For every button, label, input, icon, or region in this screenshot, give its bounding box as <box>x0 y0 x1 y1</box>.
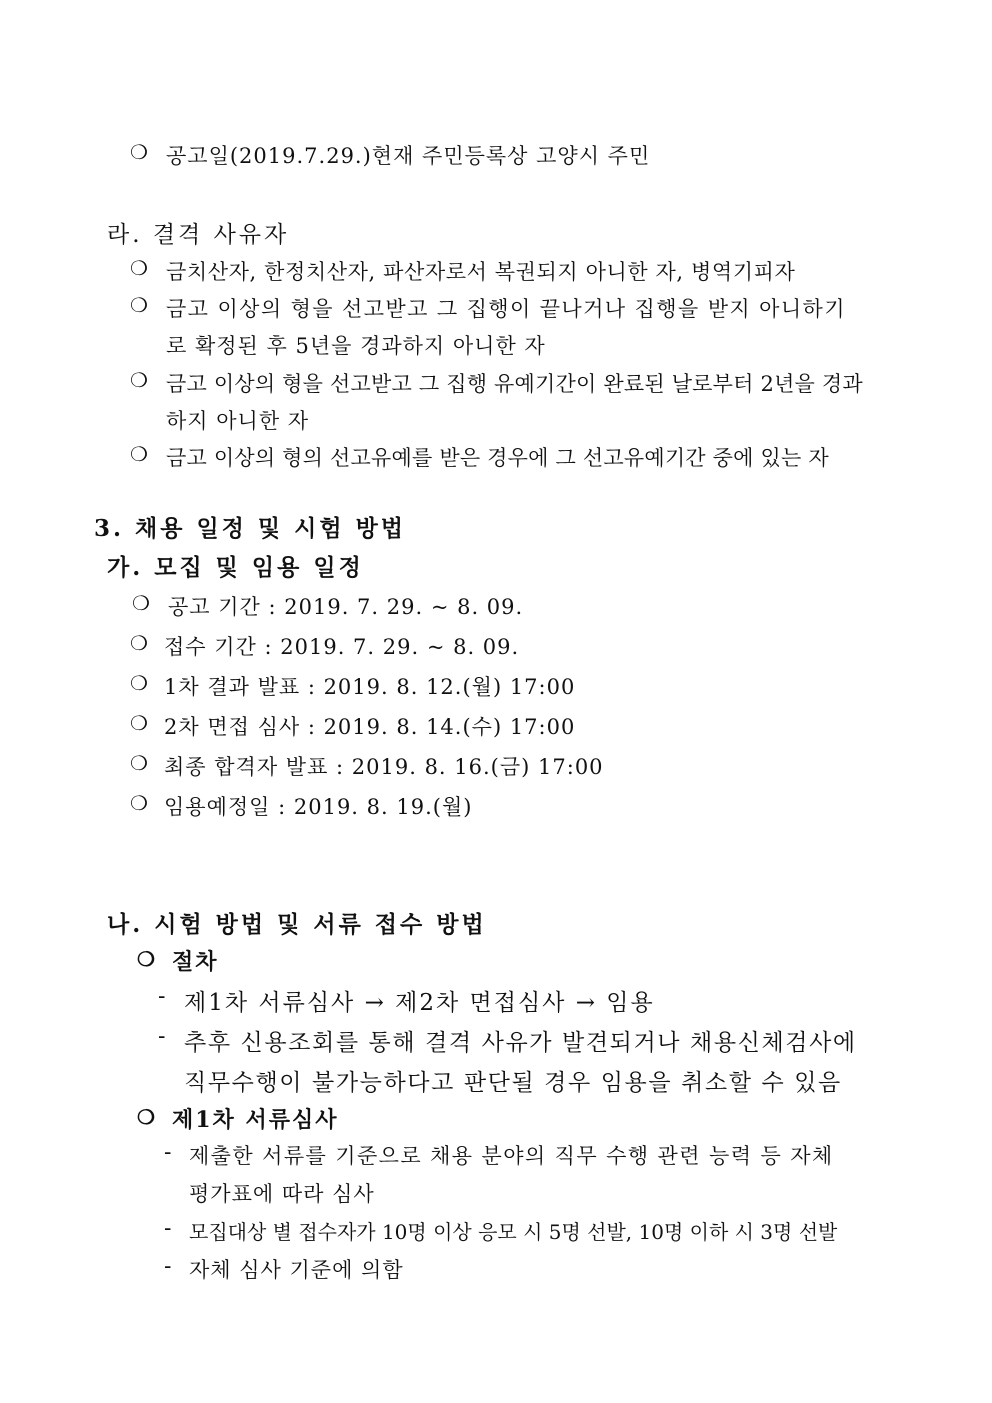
disqualification-heading: 라. 결격 사유자 <box>107 222 290 248</box>
section-3-heading: 3. 채용 일정 및 시험 방법 <box>94 515 407 542</box>
disqualification-item-3-line-1: 금고 이상의 형을 선고받고 그 집행 유예기간이 완료된 날로부터 2년을 경과 <box>166 372 863 396</box>
schedule-item-interview: 2차 면접 심사 : 2019. 8. 14.(수) 17:00 <box>164 715 576 739</box>
bullet-icon: ❍ <box>130 671 148 695</box>
disqualification-item-3-line-2: 하지 아니한 자 <box>166 409 310 433</box>
bullet-icon: ❍ <box>137 1105 155 1129</box>
screening-line-4: 자체 심사 기준에 의함 <box>189 1258 404 1282</box>
disqualification-item-2-line-2: 로 확정된 후 5년을 경과하지 아니한 자 <box>166 334 546 358</box>
dash-marker: - <box>164 1216 172 1241</box>
screening-line-1: 제출한 서류를 기준으로 채용 분야의 직무 수행 관련 능력 등 자체 <box>189 1144 834 1168</box>
bullet-icon: ❍ <box>132 591 150 615</box>
bullet-icon: ❍ <box>130 711 148 735</box>
screening-title: 제1차 서류심사 <box>172 1107 339 1133</box>
procedure-line-1: 제1차 서류심사 → 제2차 면접심사 → 임용 <box>184 990 655 1016</box>
screening-line-2: 평가표에 따라 심사 <box>189 1182 375 1206</box>
dash-marker: - <box>164 1254 172 1279</box>
procedure-line-2: 추후 신용조회를 통해 결격 사유가 발견되거나 채용신체검사에 <box>184 1030 857 1056</box>
schedule-heading: 가. 모집 및 임용 일정 <box>107 554 364 581</box>
bullet-icon: ❍ <box>130 368 148 392</box>
schedule-item-announcement: 공고 기간 : 2019. 7. 29. ~ 8. 09. <box>168 595 524 619</box>
screening-line-3: 모집대상 별 접수자가 10명 이상 응모 시 5명 선발, 10명 이하 시 3명 선발 <box>189 1220 838 1244</box>
bullet-icon: ❍ <box>130 140 148 164</box>
bullet-icon: ❍ <box>130 751 148 775</box>
dash-marker: - <box>158 1024 166 1049</box>
bullet-icon: ❍ <box>130 293 148 317</box>
bullet-icon: ❍ <box>130 256 148 280</box>
disqualification-item-4: 금고 이상의 형의 선고유예를 받은 경우에 그 선고유예기간 중에 있는 자 <box>166 446 829 470</box>
procedure-line-3: 직무수행이 불가능하다고 판단될 경우 임용을 취소할 수 있음 <box>184 1070 842 1096</box>
dash-marker: - <box>158 984 166 1009</box>
bullet-icon: ❍ <box>130 631 148 655</box>
disqualification-item-2-line-1: 금고 이상의 형을 선고받고 그 집행이 끝나거나 집행을 받지 아니하기 <box>166 297 846 321</box>
dash-marker: - <box>164 1140 172 1165</box>
procedure-title: 절차 <box>172 949 219 975</box>
schedule-item-application: 접수 기간 : 2019. 7. 29. ~ 8. 09. <box>164 635 520 659</box>
schedule-item-first-result: 1차 결과 발표 : 2019. 8. 12.(월) 17:00 <box>164 675 576 699</box>
disqualification-item-1: 금치산자, 한정치산자, 파산자로서 복권되지 아니한 자, 병역기피자 <box>166 260 796 284</box>
bullet-icon: ❍ <box>130 442 148 466</box>
schedule-item-final-result: 최종 합격자 발표 : 2019. 8. 16.(금) 17:00 <box>164 755 604 779</box>
bullet-icon: ❍ <box>130 791 148 815</box>
schedule-item-appointment: 임용예정일 : 2019. 8. 19.(월) <box>164 795 473 819</box>
residency-requirement: 공고일(2019.7.29.)현재 주민등록상 고양시 주민 <box>166 144 651 168</box>
method-heading: 나. 시험 방법 및 서류 접수 방법 <box>107 911 487 938</box>
bullet-icon: ❍ <box>137 947 155 971</box>
